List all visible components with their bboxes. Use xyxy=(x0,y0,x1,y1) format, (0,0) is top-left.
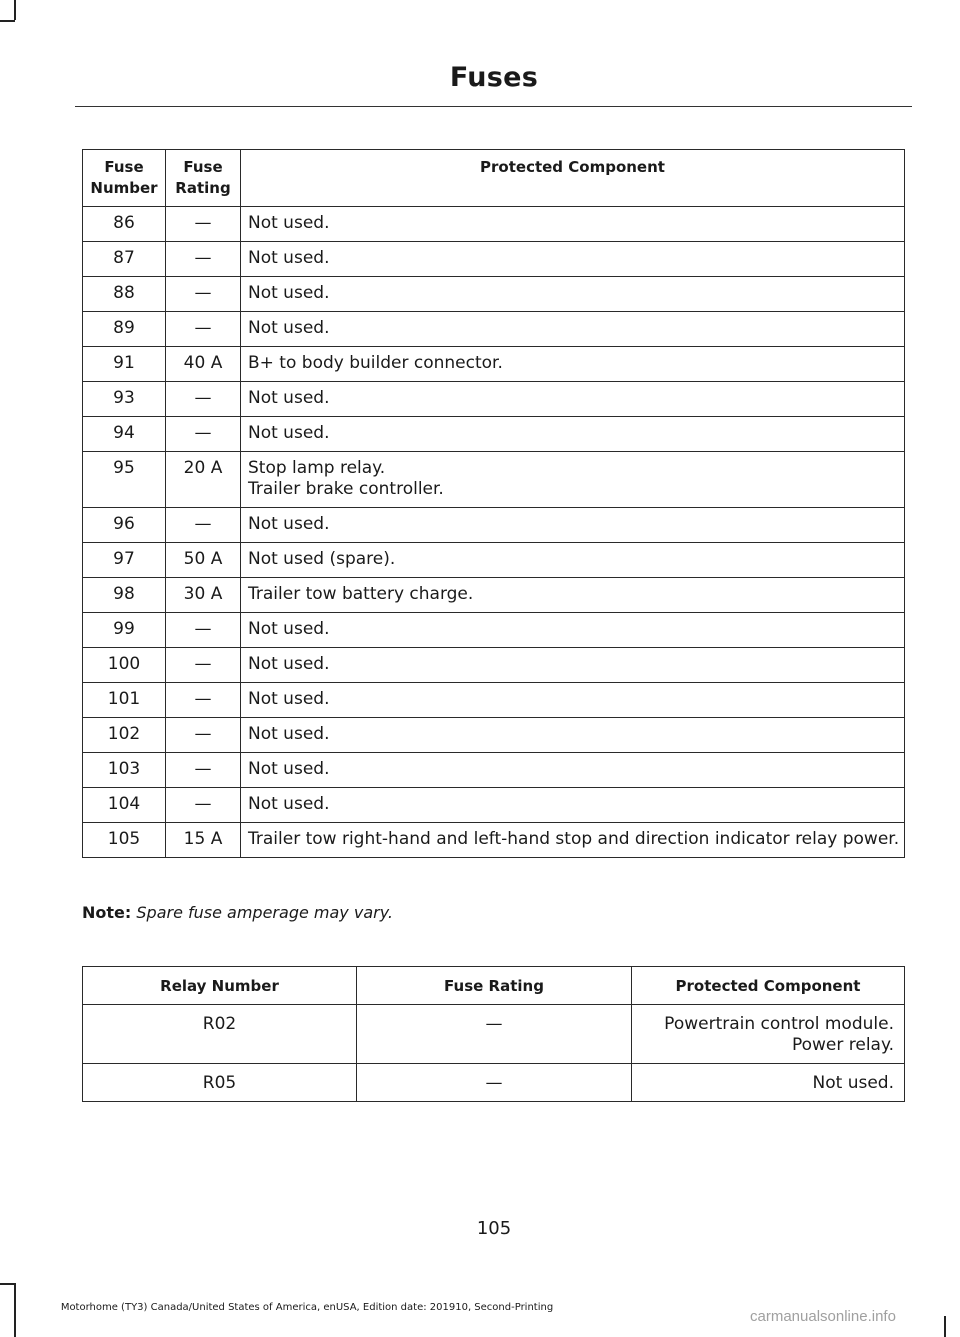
fuse-rating-cell: — xyxy=(166,683,241,718)
spare-fuse-note xyxy=(82,903,393,922)
crop-mark-top-left-vertical xyxy=(14,0,16,20)
fuse-rating-cell: — xyxy=(166,277,241,312)
fuse-component-cell xyxy=(241,788,905,823)
fuse-row xyxy=(83,347,905,382)
fuse-number-cell: 102 xyxy=(83,718,166,753)
fuse-rating-cell: — xyxy=(166,207,241,242)
fuse-component-line: Not used (spare). xyxy=(248,549,396,569)
fuse-component-cell xyxy=(241,613,905,648)
fuse-component-line: Not used. xyxy=(248,619,330,639)
fuse-row xyxy=(83,648,905,683)
crop-mark-bottom-left-horizontal xyxy=(0,1283,15,1285)
fuse-component-line: Trailer tow right-hand and left-hand stop and direction indicator relay power. xyxy=(248,829,900,849)
fuse-number-cell: 91 xyxy=(83,347,166,382)
relay-row xyxy=(83,1005,905,1064)
fuse-row xyxy=(83,613,905,648)
fuse-row xyxy=(83,683,905,718)
fuse-rating-cell: — xyxy=(166,718,241,753)
fuse-row xyxy=(83,578,905,613)
fuse-component-cell xyxy=(241,543,905,578)
relay-row xyxy=(83,1064,905,1102)
fuse-row xyxy=(83,452,905,508)
relay-component-line: Power relay. xyxy=(791,1035,894,1055)
fuse-component-cell xyxy=(241,452,905,508)
fuse-component-line: Not used. xyxy=(248,248,330,268)
watermark-text: carmanualsonline.info xyxy=(750,1308,896,1325)
relay-component-cell xyxy=(632,1005,905,1064)
fuse-component-line: Not used. xyxy=(248,654,330,674)
fuse-component-line: Not used. xyxy=(248,759,330,779)
note-label: Note: xyxy=(82,903,132,922)
fuse-component-cell xyxy=(241,683,905,718)
note-text: Spare fuse amperage may vary. xyxy=(136,903,394,922)
fuse-rating-cell: — xyxy=(166,753,241,788)
fuse-rating-cell: 20 A xyxy=(166,452,241,508)
fuse-number-cell: 103 xyxy=(83,753,166,788)
fuse-number-cell: 97 xyxy=(83,543,166,578)
page-number: 105 xyxy=(476,1218,512,1239)
page-title: Fuses xyxy=(449,62,539,93)
fuse-number-cell: 89 xyxy=(83,312,166,347)
fuse-rating-cell: — xyxy=(166,242,241,277)
fuse-table-header-row xyxy=(83,150,905,207)
relay-number-header: Relay Number xyxy=(83,967,357,1005)
fuse-number-cell: 93 xyxy=(83,382,166,417)
fuse-component-line: Not used. xyxy=(248,794,330,814)
fuse-rating-cell: — xyxy=(166,508,241,543)
fuse-row xyxy=(83,543,905,578)
fuse-number-cell: 105 xyxy=(83,823,166,858)
fuse-number-cell: 99 xyxy=(83,613,166,648)
fuse-rating-cell: — xyxy=(166,312,241,347)
fuse-component-line: Stop lamp relay. xyxy=(248,458,386,478)
relay-table xyxy=(82,966,905,1102)
fuse-row xyxy=(83,417,905,452)
fuse-component-cell xyxy=(241,347,905,382)
fuse-component-cell xyxy=(241,508,905,543)
fuse-row xyxy=(83,753,905,788)
fuse-rating-cell: 30 A xyxy=(166,578,241,613)
fuse-component-cell xyxy=(241,648,905,683)
fuse-row xyxy=(83,788,905,823)
fuse-component-line: Trailer tow battery charge. xyxy=(248,584,474,604)
fuse-number-cell: 87 xyxy=(83,242,166,277)
fuse-component-cell xyxy=(241,753,905,788)
fuse-rating-cell: — xyxy=(166,382,241,417)
fuse-number-cell: 94 xyxy=(83,417,166,452)
fuse-component-cell xyxy=(241,242,905,277)
fuse-number-cell: 100 xyxy=(83,648,166,683)
fuse-component-cell xyxy=(241,382,905,417)
fuse-component-line: Not used. xyxy=(248,213,330,233)
fuse-row xyxy=(83,312,905,347)
relay-component-line: Powertrain control module. xyxy=(664,1014,894,1034)
fuse-component-line: Not used. xyxy=(248,423,330,443)
relay-component-cell xyxy=(632,1064,905,1102)
fuse-rating-cell: 50 A xyxy=(166,543,241,578)
fuse-row xyxy=(83,277,905,312)
fuse-rating-cell: 40 A xyxy=(166,347,241,382)
fuse-row xyxy=(83,382,905,417)
fuse-rating-cell: — xyxy=(166,417,241,452)
crop-mark-bottom-right-vertical xyxy=(944,1316,946,1337)
fuse-component-line: B+ to body builder connector. xyxy=(248,353,503,373)
crop-mark-top-left-horizontal xyxy=(0,20,15,22)
fuse-component-line: Not used. xyxy=(248,724,330,744)
fuse-number-cell: 98 xyxy=(83,578,166,613)
fuse-number-cell: 86 xyxy=(83,207,166,242)
fuse-component-cell xyxy=(241,823,905,858)
fuse-rating-cell: 15 A xyxy=(166,823,241,858)
fuse-component-line: Trailer brake controller. xyxy=(248,479,444,499)
relay-number-cell: R05 xyxy=(83,1064,357,1102)
relay-component-line: Not used. xyxy=(812,1073,894,1093)
fuse-component-line: Not used. xyxy=(248,283,330,303)
fuse-row xyxy=(83,207,905,242)
fuse-rating-cell: — xyxy=(166,788,241,823)
fuse-number-cell: 95 xyxy=(83,452,166,508)
relay-fuse-rating-header: Fuse Rating xyxy=(357,967,632,1005)
relay-protected-component-header: Protected Component xyxy=(632,967,905,1005)
fuse-table xyxy=(82,149,905,858)
fuse-component-cell xyxy=(241,207,905,242)
fuse-row xyxy=(83,508,905,543)
fuse-row xyxy=(83,242,905,277)
fuse-number-cell: 104 xyxy=(83,788,166,823)
fuse-row xyxy=(83,823,905,858)
fuse-row xyxy=(83,718,905,753)
fuse-component-line: Not used. xyxy=(248,388,330,408)
relay-rating-cell: — xyxy=(357,1005,632,1064)
fuse-component-line: Not used. xyxy=(248,689,330,709)
fuse-component-cell xyxy=(241,312,905,347)
fuse-component-cell xyxy=(241,417,905,452)
fuse-rating-cell: — xyxy=(166,613,241,648)
edition-footer: Motorhome (TY3) Canada/United States of America, enUSA, Edition date: 201910, Second-Printing xyxy=(60,1302,554,1313)
protected-component-header: Protected Component xyxy=(241,150,905,207)
fuse-number-header: Fuse Number xyxy=(83,150,166,207)
relay-number-cell: R02 xyxy=(83,1005,357,1064)
fuse-component-cell xyxy=(241,578,905,613)
fuse-component-line: Not used. xyxy=(248,318,330,338)
relay-rating-cell: — xyxy=(357,1064,632,1102)
fuse-number-cell: 88 xyxy=(83,277,166,312)
relay-table-header-row xyxy=(83,967,905,1005)
fuse-rating-cell: — xyxy=(166,648,241,683)
fuse-number-cell: 96 xyxy=(83,508,166,543)
fuse-component-cell xyxy=(241,718,905,753)
fuse-rating-header: Fuse Rating xyxy=(166,150,241,207)
title-divider xyxy=(75,106,912,107)
fuse-component-line: Not used. xyxy=(248,514,330,534)
fuse-component-cell xyxy=(241,277,905,312)
fuse-number-cell: 101 xyxy=(83,683,166,718)
